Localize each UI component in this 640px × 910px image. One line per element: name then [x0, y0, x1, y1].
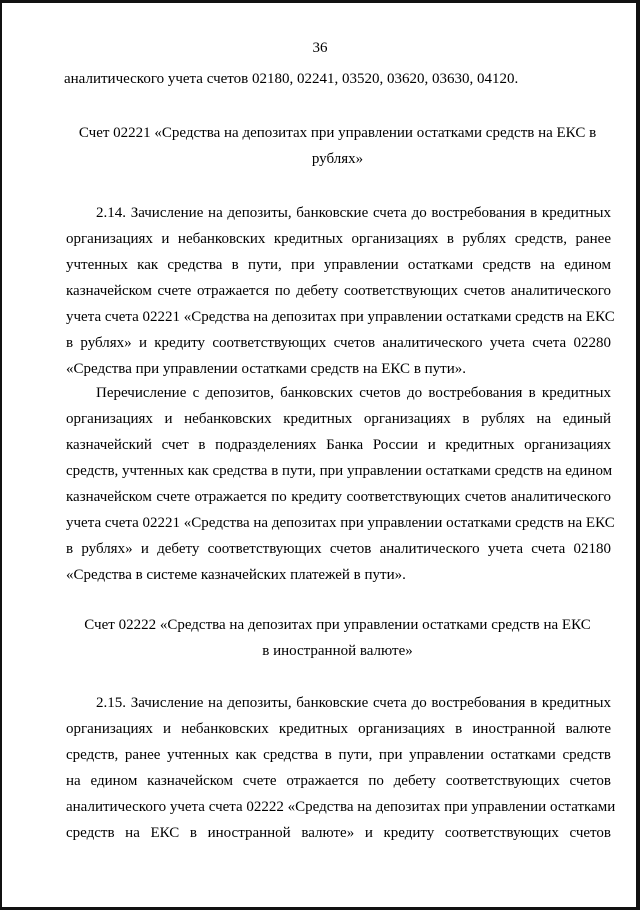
paragraph-line: 2.14. Зачисление на депозиты, банковские счета до востребования в кредитных	[96, 205, 611, 221]
intro-line: аналитического учета счетов 02180, 02241, 03520, 03620, 03630, 04120.	[64, 71, 519, 87]
section-heading-02222-line-2: в иностранной валюте»	[262, 643, 413, 659]
paragraph-2-14	[66, 200, 615, 382]
paragraph-line: аналитического учета счета 02222 «Средства на депозитах при управлении остатками	[66, 799, 616, 815]
section-heading-02221-line-2: рублях»	[311, 151, 364, 167]
scan-border-right	[636, 0, 640, 910]
paragraph-line: учтенных как средства в пути, при управлении остатками средств на едином	[66, 257, 611, 273]
paragraph-line: 2.15. Зачисление на депозиты, банковские счета до востребования в кредитных	[96, 695, 611, 711]
paragraph-line: «Средства при управлении остатками средств на ЕКС в пути».	[66, 361, 467, 377]
paragraph-line: организациях и небанковских кредитных организациях в иностранной валюте	[66, 721, 611, 737]
paragraph-line: организациях и небанковских кредитных организациях в рублях средств, ранее	[66, 231, 611, 247]
paragraph-line: «Средства в системе казначейских платежей в пути».	[66, 567, 406, 583]
scan-border-top	[0, 0, 640, 3]
paragraph-transfer	[66, 380, 615, 588]
paragraph-line: казначейском счете отражается по дебету соответствующих счетов аналитического	[66, 283, 611, 299]
scan-border-left	[0, 0, 2, 910]
paragraph-line: средств на ЕКС в иностранной валюте» и кредиту соответствующих счетов	[66, 825, 611, 841]
page-number: 36	[312, 40, 328, 56]
paragraph-line: в рублях» и кредиту соответствующих счетов аналитического учета счета 02280	[66, 335, 611, 351]
paragraph-line: Перечисление с депозитов, банковских счетов до востребования в кредитных	[96, 385, 611, 401]
section-heading-02221-line-1: Счет 02221 «Средства на депозитах при управлении остатками средств на ЕКС в	[78, 125, 597, 141]
paragraph-line: казначейском счете отражается по кредиту соответствующих счетов аналитического	[66, 489, 611, 505]
paragraph-line: казначейский счет в подразделениях Банка России и кредитных организациях	[66, 437, 611, 453]
paragraph-line: на едином казначейском счете отражается по дебету соответствующих счетов	[66, 773, 611, 789]
section-heading-02222-line-1: Счет 02222 «Средства на депозитах при управлении остатками средств на ЕКС	[84, 617, 591, 633]
paragraph-line: учета счета 02221 «Средства на депозитах при управлении остатками средств на ЕКС	[66, 515, 615, 531]
paragraph-line: учета счета 02221 «Средства на депозитах при управлении остатками средств на ЕКС	[66, 309, 615, 325]
paragraph-line: организациях и небанковских кредитных организациях в рублях на единый	[66, 411, 611, 427]
paragraph-line: средств, ранее учтенных как средства в пути, при управлении остатками средств	[66, 747, 611, 763]
paragraph-line: средств, учтенных как средства в пути, при управлении остатками средств на едином	[66, 463, 613, 479]
paragraph-line: в рублях» и дебету соответствующих счетов аналитического учета счета 02180	[66, 541, 611, 557]
paragraph-2-15	[66, 690, 616, 846]
